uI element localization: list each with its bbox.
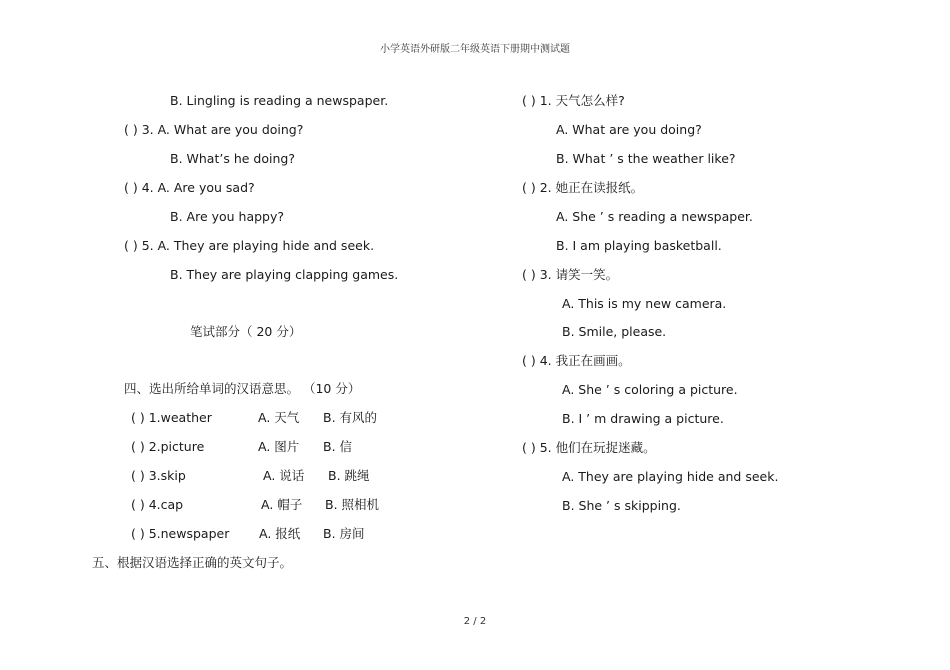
vocab-option-b: B. 房间 [323, 526, 365, 541]
right-question-1-option-b: B. What ’ s the weather like? [556, 151, 736, 166]
right-question-2-option-b: B. I am playing basketball. [556, 238, 722, 253]
right-question-5: ( ) 5. 他们在玩捉迷藏。 [522, 440, 656, 455]
right-question-2: ( ) 2. 她正在读报纸。 [522, 180, 644, 195]
vocab-question: ( ) 1.weather [131, 410, 212, 425]
question-4-option-a: ( ) 4. A. Are you sad? [124, 180, 255, 195]
vocab-question: ( ) 3.skip [131, 468, 186, 483]
written-section-title: 笔试部分（ 20 分） [190, 324, 302, 339]
right-question-4-option-b: B. I ’ m drawing a picture. [562, 411, 724, 426]
vocab-option-a: A. 帽子 [261, 497, 303, 512]
section-5-title: 五、根据汉语选择正确的英文句子。 [92, 555, 293, 570]
section-4-title: 四、选出所给单词的汉语意思。 （10 分） [124, 381, 361, 396]
vocab-question: ( ) 4.cap [131, 497, 184, 512]
vocab-option-a: A. 图片 [258, 439, 300, 454]
vocab-option-b: B. 信 [323, 439, 353, 454]
vocab-option-b: B. 照相机 [325, 497, 380, 512]
vocab-option-b: B. 跳绳 [328, 468, 370, 483]
vocab-option-a: A. 报纸 [259, 526, 301, 541]
vocab-option-a: A. 说话 [263, 468, 305, 483]
vocab-option-a: A. 天气 [258, 410, 300, 425]
right-question-2-option-a: A. She ’ s reading a newspaper. [556, 209, 753, 224]
right-question-1: ( ) 1. 天气怎么样? [522, 93, 625, 108]
right-question-4: ( ) 4. 我正在画画。 [522, 353, 631, 368]
right-question-4-option-a: A. She ’ s coloring a picture. [562, 382, 738, 397]
page-header: 小学英语外研版二年级英语下册期中测试题 [380, 44, 570, 55]
right-question-3-option-a: A. This is my new camera. [562, 296, 727, 311]
vocab-question: ( ) 5.newspaper [131, 526, 230, 541]
right-question-5-option-a: A. They are playing hide and seek. [562, 469, 779, 484]
vocab-question: ( ) 2.picture [131, 439, 205, 454]
question-3-option-a: ( ) 3. A. What are you doing? [124, 122, 304, 137]
right-question-3-option-b: B. Smile, please. [562, 324, 667, 339]
right-question-1-option-a: A. What are you doing? [556, 122, 702, 137]
vocab-option-b: B. 有风的 [323, 410, 378, 425]
question-2-option-b: B. Lingling is reading a newspaper. [170, 93, 389, 108]
question-3-option-b: B. What’s he doing? [170, 151, 295, 166]
page-number: 2 / 2 [463, 616, 487, 627]
right-question-5-option-b: B. She ’ s skipping. [562, 498, 681, 513]
question-4-option-b: B. Are you happy? [170, 209, 285, 224]
right-question-3: ( ) 3. 请笑一笑。 [522, 267, 619, 282]
question-5-option-b: B. They are playing clapping games. [170, 267, 399, 282]
question-5-option-a: ( ) 5. A. They are playing hide and seek. [124, 238, 375, 253]
